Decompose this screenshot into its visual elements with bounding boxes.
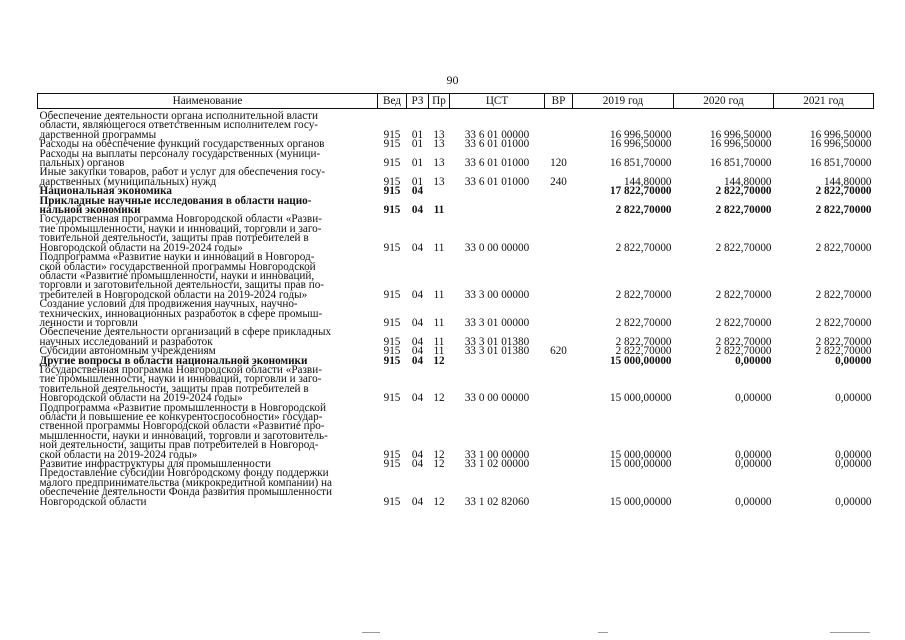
row-2019: 15 000,00000	[609, 354, 672, 367]
row-name-line: области и повышение ее конкурентоспособности» государ-	[39, 411, 323, 423]
table-row	[38, 404, 874, 460]
table-row	[38, 366, 874, 404]
row-rz: 04	[411, 392, 424, 405]
row-2021: 2 822,70000	[815, 204, 872, 217]
row-rz: 01	[411, 138, 424, 151]
row-ved: 915	[383, 175, 401, 188]
row-vr	[545, 253, 573, 300]
row-name-line: технических, инновационных разработок в сфере промыш-	[39, 307, 323, 320]
header-ved: Вед	[378, 94, 407, 109]
row-name	[38, 215, 378, 253]
row-name-line: Государственная программа Новгородской области «Разви-	[39, 213, 322, 226]
row-ved: 915	[383, 335, 401, 348]
row-vr	[545, 112, 573, 140]
row-2019: 16 996,50000	[609, 138, 672, 151]
row-name-line: области «Развитие промышленности, науки и инноваций,	[39, 269, 315, 282]
row-2019: 16 851,70000	[609, 157, 672, 170]
row-2019: 15 000,00000	[609, 392, 672, 405]
row-2020: 2 822,70000	[715, 204, 772, 217]
row-name-line: научных исследований и разработок	[39, 335, 213, 348]
row-2021: 0,00000	[835, 495, 872, 508]
row-2020: 0,00000	[735, 495, 772, 508]
row-2021: 0,00000	[835, 448, 872, 461]
row-2019: 16 996,50000	[609, 128, 672, 141]
row-2019: 2 822,70000	[615, 335, 672, 348]
row-ved: 915	[383, 448, 401, 461]
row-name-line: Развитие инфраструктуры для промышленности	[39, 458, 271, 471]
row-pr: 12	[433, 458, 445, 471]
row-pr: 13	[433, 157, 445, 170]
row-rz: 04	[411, 448, 424, 461]
row-name-line: Иные закупки товаров, работ и услуг для обеспечения госу-	[39, 166, 326, 179]
row-ved: 915	[383, 316, 401, 329]
row-ved: 915	[383, 288, 401, 301]
table-body	[38, 109, 874, 508]
row-cst: 33 3 00 00000	[464, 288, 530, 301]
row-2019: 2 822,70000	[615, 241, 672, 254]
row-name-line: тие промышленности, науки и инноваций, торговли и заго-	[39, 373, 322, 386]
row-2021: 0,00000	[835, 354, 872, 367]
row-2019: 15 000,00000	[609, 458, 672, 471]
row-name-line: Другие вопросы в области национальной экономики	[39, 354, 308, 367]
row-cst: 33 1 02 00000	[464, 458, 530, 471]
row-vr	[545, 140, 573, 149]
row-2020: 0,00000	[735, 354, 772, 367]
row-ved: 915	[383, 157, 401, 170]
row-name-line: мышленности, науки и инноваций, торговли и заготовитель-	[39, 429, 328, 442]
table-row	[38, 215, 874, 253]
row-cst: 33 6 01 01000	[464, 157, 530, 170]
row-pr: 12	[433, 448, 445, 461]
header-vr: ВР	[545, 94, 573, 109]
row-name-line: Подпрограмма «Развитие промышленности в Новгородской	[39, 401, 326, 414]
row-name-line: Создание условий для продвижения научных, научно-	[39, 298, 298, 311]
row-2019: 2 822,70000	[615, 316, 672, 329]
row-name	[38, 300, 378, 328]
row-2019: 17 822,70000	[609, 185, 672, 198]
row-name-line: пальных) органов	[39, 157, 125, 170]
row-2021: 2 822,70000	[815, 288, 872, 301]
row-ved: 915	[383, 138, 401, 151]
row-2021: 16 851,70000	[809, 157, 872, 170]
row-name-line: области, являющегося ответственным исполнителем госу-	[39, 119, 319, 132]
row-2021: 144,80000	[823, 175, 872, 188]
row-ved: 915	[383, 495, 401, 508]
row-cst: 33 6 01 01000	[464, 175, 530, 188]
row-ved: 915	[383, 185, 401, 198]
row-vr: 120	[550, 157, 567, 170]
row-name-line: ленности и торговли	[39, 316, 138, 329]
row-name-line: товительной деятельности, защиты прав потребителей в	[39, 232, 309, 245]
table-header-row	[38, 94, 874, 109]
table-row	[38, 300, 874, 328]
row-name-line: ской области» государственной программы Новгородской	[39, 260, 316, 273]
row-name	[38, 112, 378, 140]
row-rz: 01	[411, 175, 424, 188]
row-ved: 915	[383, 458, 401, 471]
row-rz: 04	[411, 345, 424, 358]
row-cst: 33 3 01 01380	[464, 335, 530, 348]
row-name-line: Новгородской области	[39, 495, 147, 508]
row-rz: 04	[411, 204, 424, 217]
row-rz: 04	[411, 335, 424, 348]
row-rz: 01	[411, 157, 424, 170]
row-2020: 0,00000	[735, 392, 772, 405]
row-2021: 2 822,70000	[815, 241, 872, 254]
row-vr	[545, 215, 573, 253]
row-name-line: ской области на 2019-2024 годы»	[39, 448, 198, 461]
page-number: 90	[446, 73, 459, 87]
header-name: Наименование	[38, 94, 378, 109]
row-2019: 2 822,70000	[615, 288, 672, 301]
row-name-line: Национальная экономика	[39, 185, 172, 198]
row-cst: 33 0 00 00000	[464, 392, 530, 405]
row-name-line: Обеспечение деятельности организаций в сфере прикладных	[39, 326, 332, 339]
row-rz: 04	[411, 185, 424, 198]
header-2019: 2019 год	[573, 94, 674, 109]
header-rz: РЗ	[407, 94, 429, 109]
row-2020: 16 851,70000	[709, 157, 772, 170]
row-vr	[545, 469, 573, 507]
row-name-line: Расходы на обеспечение функций государственных органов	[39, 138, 325, 151]
row-name	[38, 253, 378, 300]
row-name-line: тие промышленности, науки и инноваций, торговли и заго-	[39, 222, 322, 235]
row-vr	[545, 357, 573, 366]
row-2021: 2 822,70000	[815, 345, 872, 358]
row-2021: 0,00000	[835, 458, 872, 471]
row-name-line: Прикладные научные исследования в области нацио-	[39, 194, 312, 207]
row-2020: 2 822,70000	[715, 288, 772, 301]
row-pr: 11	[433, 335, 445, 348]
row-name-line: Новгородской области на 2019-2024 годы»	[39, 241, 243, 254]
row-vr	[545, 300, 573, 328]
row-vr: 620	[550, 345, 567, 358]
row-2020: 16 996,50000	[709, 138, 772, 151]
row-pr: 13	[433, 175, 445, 188]
row-2020: 16 996,50000	[709, 128, 772, 141]
row-rz: 01	[411, 128, 424, 141]
row-vr	[545, 187, 573, 196]
header-2020: 2020 год	[674, 94, 774, 109]
row-pr: 13	[433, 138, 445, 151]
row-cst: 33 1 00 00000	[464, 448, 530, 461]
row-cst: 33 3 01 00000	[464, 316, 530, 329]
row-pr: 13	[433, 128, 445, 141]
row-name-line: требителей в Новгородской области на 2019-2024 годы»	[39, 288, 308, 301]
row-2020: 2 822,70000	[715, 241, 772, 254]
row-name-line: нальной экономики	[39, 204, 141, 217]
row-2020: 2 822,70000	[715, 345, 772, 358]
row-2020: 0,00000	[735, 458, 772, 471]
row-pr: 11	[433, 316, 445, 329]
row-name-line: Предоставление субсидии Новгородскому фонду поддержки	[39, 467, 329, 480]
row-ved: 915	[383, 354, 401, 367]
budget-table	[37, 93, 874, 507]
table-row	[38, 112, 874, 140]
row-2021: 16 996,50000	[809, 128, 872, 141]
row-pr: 11	[433, 288, 445, 301]
row-vr	[545, 404, 573, 460]
row-cst	[450, 187, 545, 196]
row-cst: 33 0 00 00000	[464, 241, 530, 254]
row-2020: 2 822,70000	[715, 185, 772, 198]
row-2021: 16 996,50000	[809, 138, 872, 151]
row-pr: 11	[433, 241, 445, 254]
row-ved: 915	[383, 128, 401, 141]
row-vr	[545, 460, 573, 469]
row-ved: 915	[383, 392, 401, 405]
row-pr: 12	[433, 495, 445, 508]
row-vr	[545, 197, 573, 216]
row-name-line: Обеспечение деятельности органа исполнительной власти	[39, 110, 319, 122]
row-name	[38, 469, 378, 507]
row-name	[38, 363, 378, 405]
row-2021: 2 822,70000	[815, 335, 872, 348]
row-rz: 04	[411, 288, 424, 301]
row-2020: 0,00000	[735, 448, 772, 461]
row-pr: 11	[433, 345, 445, 358]
row-pr: 11	[433, 204, 445, 217]
table-row	[38, 469, 874, 507]
header-2021: 2021 год	[774, 94, 874, 109]
row-cst: 33 3 01 01380	[464, 345, 530, 358]
row-2019: 144,80000	[623, 175, 672, 188]
row-2019: 15 000,00000	[609, 495, 672, 508]
row-2019: 2 822,70000	[615, 204, 672, 217]
row-name-line: дарственной программы	[39, 128, 157, 141]
row-name-line: ной деятельности, защиты прав потребителей в Новгород-	[39, 439, 319, 452]
table-row	[38, 253, 874, 300]
header-cst: ЦСТ	[450, 94, 545, 109]
row-2019: 15 000,00000	[609, 448, 672, 461]
row-2020: 2 822,70000	[715, 335, 772, 348]
row-pr: 12	[433, 354, 445, 367]
row-2019: 2 822,70000	[615, 345, 672, 358]
row-name-line: Новгородской области на 2019-2024 годы»	[39, 392, 243, 405]
row-2020: 2 822,70000	[715, 316, 772, 329]
row-rz: 04	[411, 495, 424, 508]
row-name-line: обеспечение деятельности Фонда развития промышленности	[39, 486, 333, 499]
row-name-line: Подпрограмма «Развитие науки и инноваций в Новгород-	[39, 251, 315, 264]
row-name-line: Государственная программа Новгородской области «Разви-	[39, 363, 322, 376]
row-ved: 915	[383, 241, 401, 254]
row-name-line: ственной программы Новгородской области «Развитие про-	[39, 420, 325, 433]
row-name-line: торговли и заготовительной деятельности, защиты прав по-	[39, 279, 325, 292]
row-vr	[545, 366, 573, 404]
row-2021: 0,00000	[835, 392, 872, 405]
row-cst: 33 1 02 82060	[464, 495, 530, 508]
row-pr: 12	[433, 392, 445, 405]
row-name-line: Субсидии автономным учреждениям	[39, 345, 216, 358]
row-rz: 04	[411, 354, 424, 367]
header-pr: Пр	[429, 94, 450, 109]
row-2020: 144,80000	[723, 175, 772, 188]
row-name	[38, 401, 378, 461]
row-cst: 33 6 01 00000	[464, 128, 530, 141]
row-rz: 04	[411, 241, 424, 254]
row-name-line: товительной деятельности, защиты прав потребителей в	[39, 382, 309, 395]
row-name-line: дарственных (муниципальных) нужд	[39, 175, 217, 188]
scan-noise	[0, 628, 905, 640]
row-cst	[450, 357, 545, 366]
row-name-line: малого предпринимательства (микрокредитной компании) на	[39, 476, 332, 489]
row-pr	[429, 187, 450, 196]
row-ved: 915	[383, 345, 401, 358]
row-ved: 915	[383, 204, 401, 217]
row-rz: 04	[411, 458, 424, 471]
row-2021: 2 822,70000	[815, 185, 872, 198]
row-name-line: Расходы на выплаты персоналу государственных (муници-	[39, 147, 321, 160]
row-cst	[450, 197, 545, 216]
row-cst: 33 6 01 01000	[464, 138, 530, 151]
row-rz: 04	[411, 316, 424, 329]
row-vr: 240	[550, 175, 567, 188]
row-2021: 2 822,70000	[815, 316, 872, 329]
